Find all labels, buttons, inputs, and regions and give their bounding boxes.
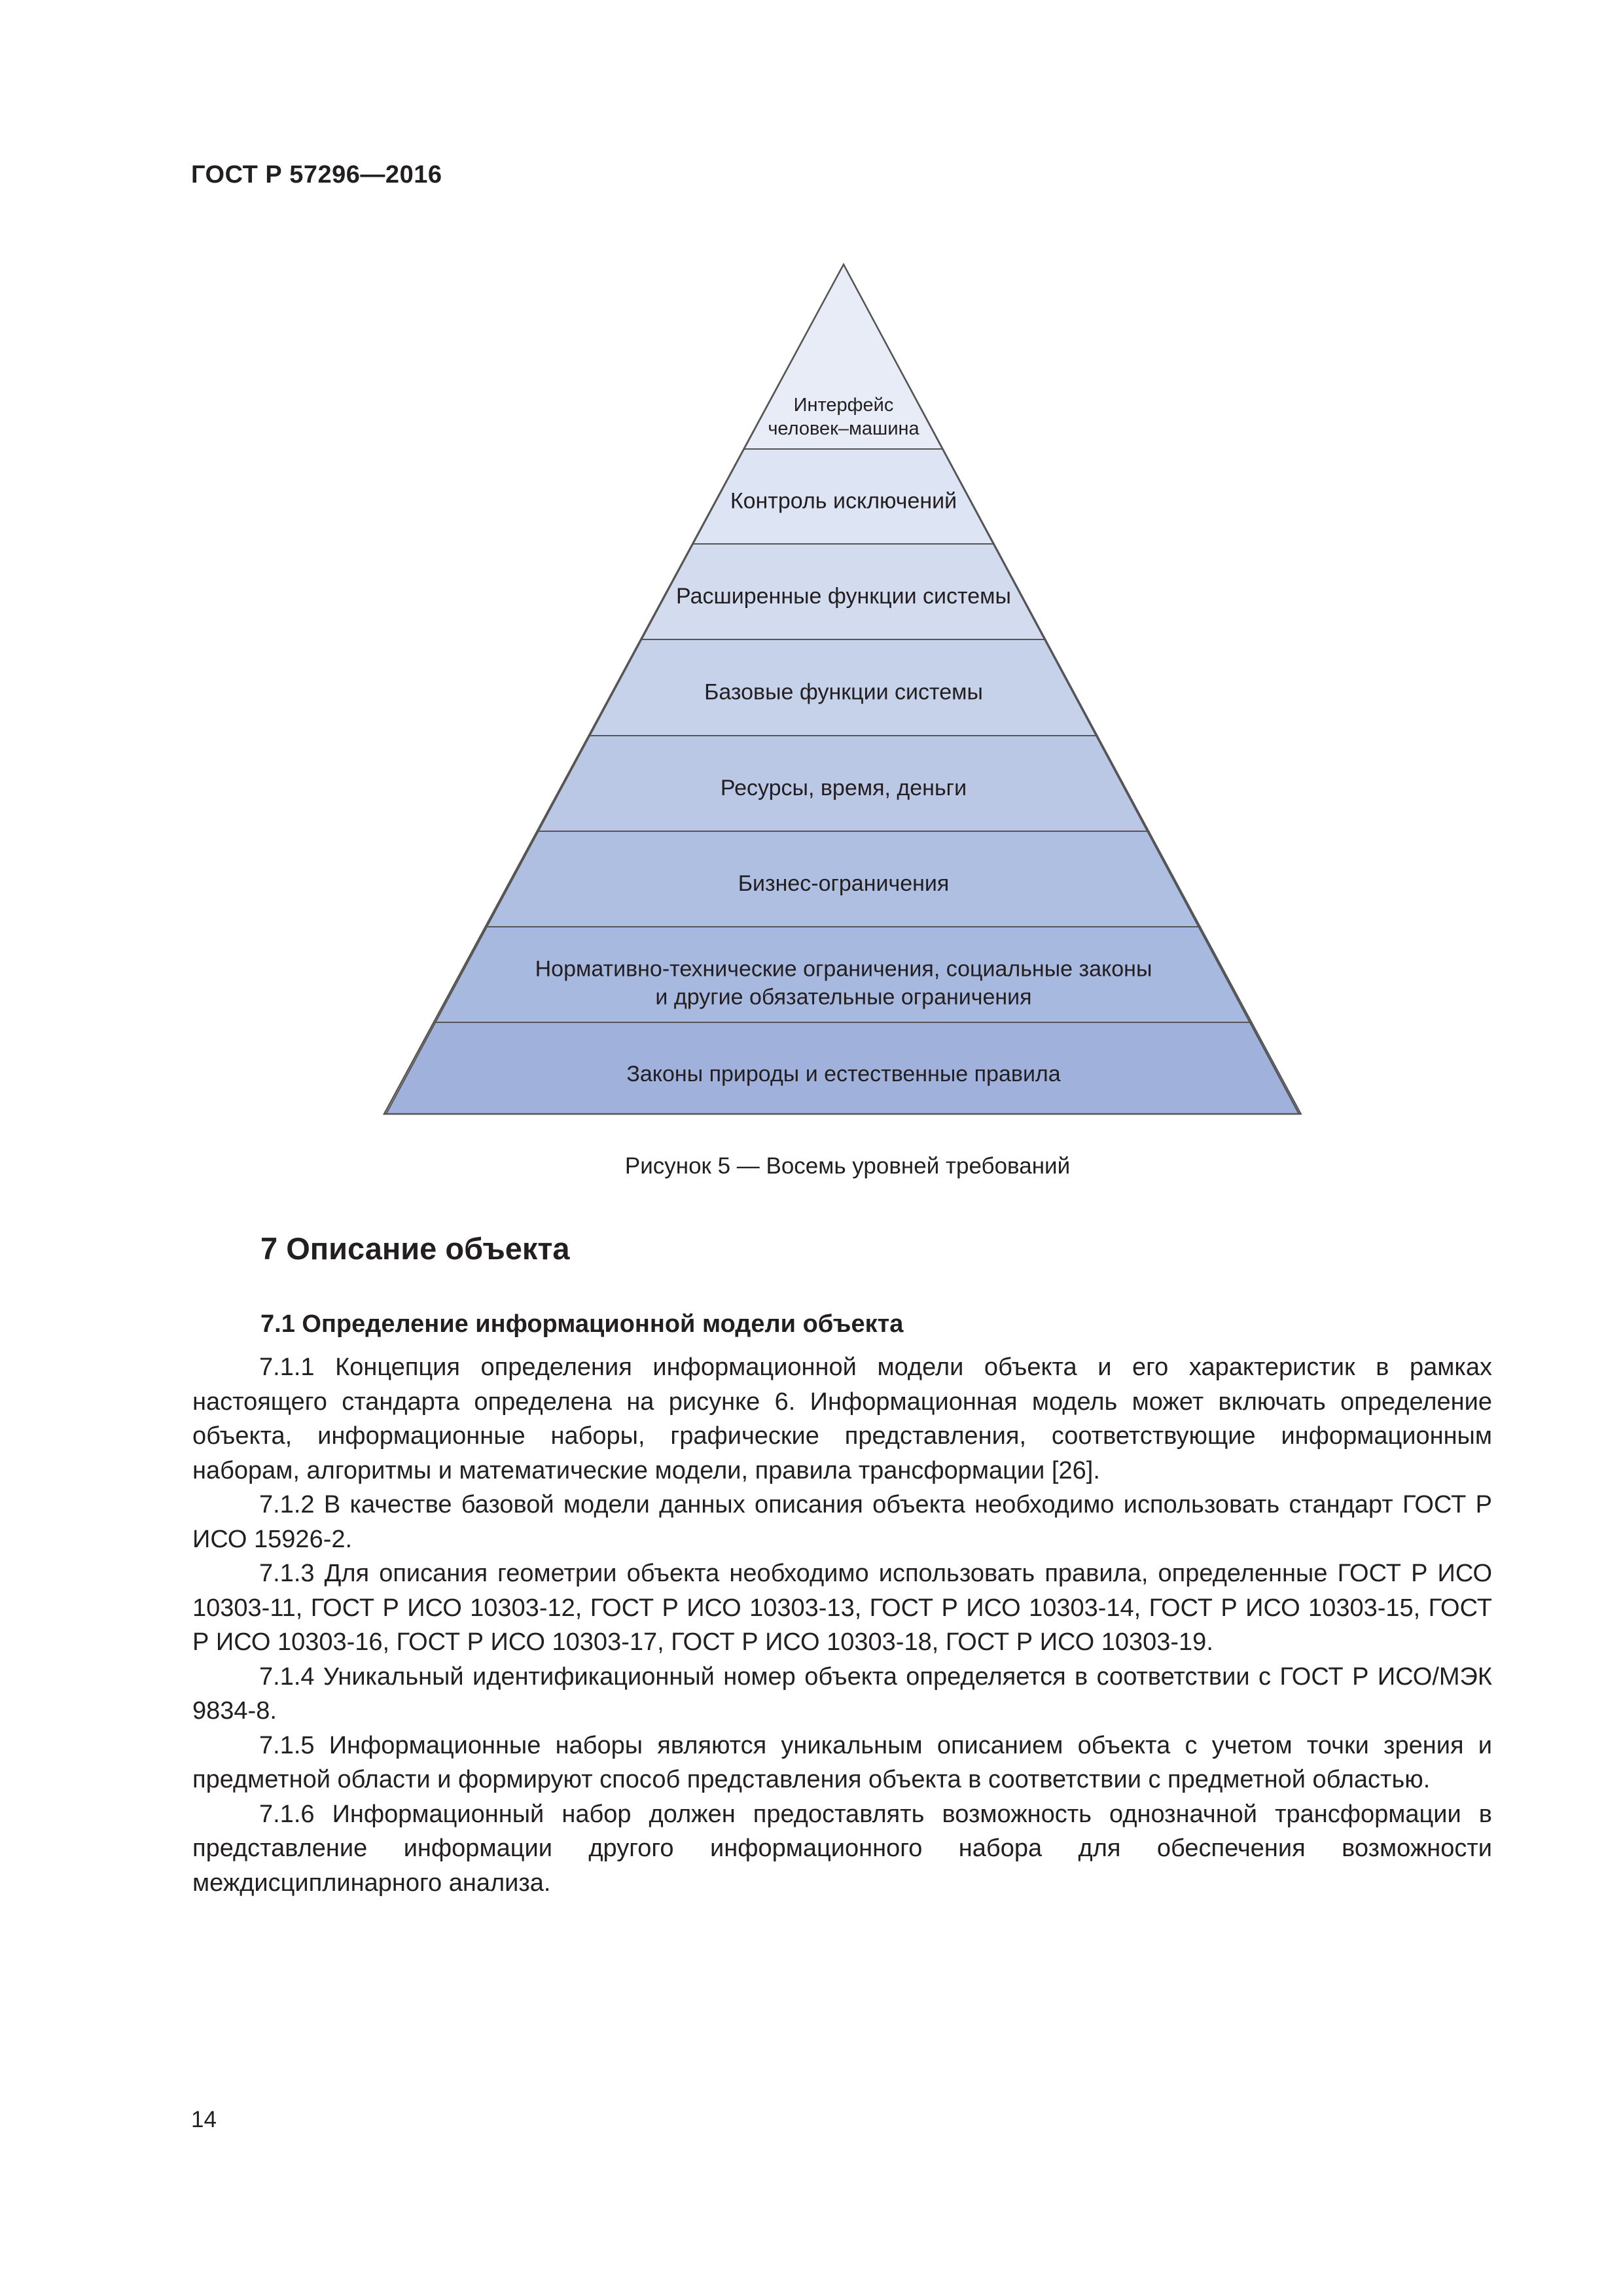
pyramid-level-1-label: человек–машина — [768, 418, 919, 439]
pyramid-level-6-label: Бизнес-ограничения — [738, 871, 950, 896]
pyramid-level-5-label: Ресурсы, время, деньги — [720, 776, 967, 800]
body-text — [192, 1350, 1492, 1900]
paragraph-7-1-6: 7.1.6 Информационный набор должен предоставлять возможность однозначной трансформации в представление информации другого информационного набора для обеспечения возможности междисциплинарного анализа. — [192, 1800, 1492, 1897]
paragraph-7-1-3: 7.1.3 Для описания геометрии объекта необходимо использовать правила, определенные ГОСТ Р ИСО 10303-11, ГОСТ Р ИСО 10303-12, ГОСТ Р ИСО 10303-13, ГОСТ Р ИСО 10303-14, ГОСТ Р ИСО 10303-15, ГОСТ Р ИСО 10303-16, ГОСТ Р ИСО 10303-17, ГОСТ Р ИСО 10303-18, ГОСТ Р ИСО 10303-19. — [192, 1560, 1492, 1656]
subsection-title: 7.1 Определение информационной модели объекта — [260, 1310, 904, 1338]
section-title: 7 Описание объекта — [260, 1231, 570, 1266]
pyramid-level-3-label: Расширенные функции системы — [676, 584, 1011, 609]
document-code: ГОСТ Р 57296—2016 — [191, 161, 442, 188]
pyramid-level-8-label: Законы природы и естественные правила — [626, 1062, 1061, 1086]
pyramid-level-4-label: Базовые функции системы — [704, 679, 983, 705]
paragraph-7-1-1: 7.1.1 Концепция определения информационной модели объекта и его характеристик в рамках настоящего стандарта определена на рисунке 6. Информационная модель может включать определение объекта, информационные наборы, графические представления, соответствующие информационным наборам, алгоритмы и математические модели, правила трансформации [26]. — [192, 1354, 1492, 1484]
paragraph-7-1-2: 7.1.2 В качестве базовой модели данных описания объекта необходимо использовать стандарт ГОСТ Р ИСО 15926-2. — [192, 1491, 1492, 1553]
pyramid-level-2-label: Контроль исключений — [730, 488, 957, 514]
paragraph-7-1-4: 7.1.4 Уникальный идентификационный номер объекта определяется в соответствии с ГОСТ Р ИСО/МЭК 9834-8. — [192, 1662, 1492, 1725]
paragraph-7-1-5: 7.1.5 Информационные наборы являются уникальным описанием объекта с учетом точки зрения и предметной области и формируют способ представления объекта в соответствии с предметной областью. — [192, 1731, 1492, 1793]
figure-caption: Рисунок 5 — Восемь уровней требований — [624, 1153, 1071, 1179]
page-number: 14 — [191, 2107, 217, 2132]
pyramid-level-7-label: и другие обязательные ограничения — [655, 984, 1032, 1010]
pyramid-level-7-label: Нормативно-технические ограничения, социальные законы — [535, 956, 1152, 982]
pyramid-level-1-label: Интерфейс — [793, 395, 894, 416]
